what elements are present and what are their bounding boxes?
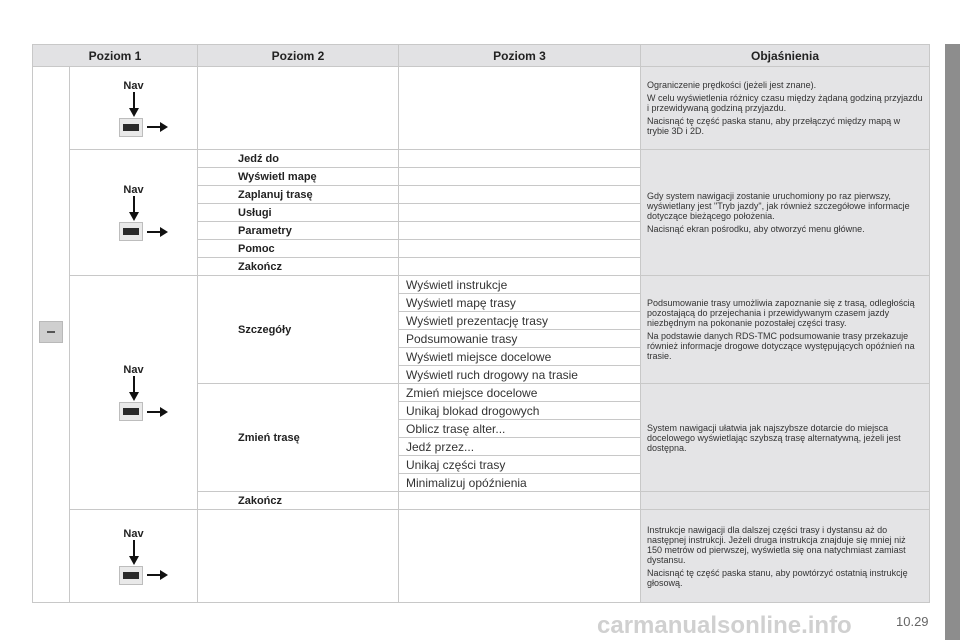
submenu-item: Zmień miejsce docelowe <box>399 384 641 402</box>
nav-label: Nav <box>123 79 144 92</box>
explanation-text: System nawigacji ułatwia jak najszybsze dotarcie do miejsca docelowego wyświetlając szybszą trasę alternatywną, jeżeli jest dostępna. <box>647 422 901 453</box>
empty-level-3-cell <box>399 150 641 168</box>
submenu-item: Wyświetl ruch drogowy na trasie <box>399 366 641 384</box>
submenu-item: Unikaj części trasy <box>399 456 641 474</box>
nav-label: Nav <box>123 184 144 196</box>
explanation-text: Ograniczenie prędkości (jeżeli jest znane). <box>647 80 817 90</box>
explanation-text: Nacisnąć ekran pośrodku, aby otworzyć menu główne. <box>647 224 865 234</box>
explanation-cell-2 <box>641 150 930 276</box>
explanation-cell-4 <box>641 384 930 492</box>
header-level-1: Poziom 1 <box>33 45 198 67</box>
submenu-item: Podsumowanie trasy <box>399 330 641 348</box>
nav-screen-button-icon <box>119 566 143 585</box>
menu-item-exit: Zakończ <box>198 492 399 510</box>
empty-level-3-cell <box>399 240 641 258</box>
explanation-text: Podsumowanie trasy umożliwia zapoznanie się z trasą, odległością pozostającą do przejechania i przewidywanym czasem jazdy niezbędnym na pokonanie pozostałej części trasy. <box>647 298 915 328</box>
nav-screen-button-icon <box>119 118 143 137</box>
nav-cell-4 <box>70 510 198 603</box>
empty-level-2-cell <box>198 510 399 603</box>
menu-item-drive-to: Jedź do <box>198 150 399 168</box>
menu-item-exit: Zakończ <box>198 258 399 276</box>
navigation-mode-button-icon <box>39 321 63 343</box>
right-arrow-icon <box>147 227 169 237</box>
empty-level-2-cell <box>198 67 399 150</box>
submenu-item: Wyświetl prezentację trasy <box>399 312 641 330</box>
nav-cell-3 <box>70 276 198 510</box>
watermark: carmanualsonline.info <box>597 612 852 639</box>
page-edge-tab <box>945 44 960 640</box>
nav-screen-button-icon <box>119 222 143 241</box>
empty-level-3-cell <box>399 510 641 603</box>
menu-item-show-map: Wyświetl mapę <box>198 168 399 186</box>
submenu-details: Szczegóły <box>198 276 399 384</box>
menu-item-plan-route: Zaplanuj trasę <box>198 186 399 204</box>
table-header-row <box>33 45 930 67</box>
submenu-change-route: Zmień trasę <box>198 384 399 492</box>
right-arrow-icon <box>147 122 169 132</box>
empty-level-3-cell <box>399 67 641 150</box>
menu-item-help: Pomoc <box>198 240 399 258</box>
submenu-item: Jedź przez... <box>399 438 641 456</box>
header-level-3: Poziom 3 <box>399 45 641 67</box>
nav-label: Nav <box>123 364 144 376</box>
submenu-item: Wyświetl instrukcje <box>399 276 641 294</box>
explanation-cell-3 <box>641 276 930 384</box>
submenu-item: Unikaj blokad drogowych <box>399 402 641 420</box>
down-arrow-icon <box>129 540 139 566</box>
page-number: 10.29 <box>896 614 929 629</box>
submenu-item: Oblicz trasę alter... <box>399 420 641 438</box>
explanation-text: Nacisnąć tę część paska stanu, aby powtórzyć ostatnią instrukcję głosową. <box>647 567 908 588</box>
explanation-text: Na podstawie danych RDS-TMC podsumowanie trasy przekazuje również informacje drogowe dotyczące występujących opóźnień na trasie. <box>647 331 915 361</box>
explanation-cell-5 <box>641 510 930 603</box>
table-row <box>33 150 930 168</box>
nav-label: Nav <box>123 527 144 540</box>
submenu-item: Minimalizuj opóźnienia <box>399 474 641 492</box>
right-arrow-icon <box>147 570 169 580</box>
level-1-mode-cell <box>33 67 70 603</box>
table-row <box>33 510 930 603</box>
header-explanations: Objaśnienia <box>641 45 930 67</box>
explanation-text: Instrukcje nawigacji dla dalszej części trasy i dystansu aż do następnej instrukcji. Jeżeli druga instrukcja znajduje się mniej niż 150 metrów od pierwszej, wyświetla się ona natychmiast zamiast dystansu. <box>647 524 906 565</box>
table-row <box>33 276 930 294</box>
right-arrow-icon <box>147 407 169 417</box>
down-arrow-icon <box>129 196 139 222</box>
down-arrow-icon <box>129 376 139 402</box>
down-arrow-icon <box>129 92 139 118</box>
nav-cell-1 <box>70 67 198 150</box>
explanation-cell-1 <box>641 67 930 150</box>
empty-level-3-cell <box>399 258 641 276</box>
table-row <box>33 67 930 150</box>
submenu-item: Wyświetl mapę trasy <box>399 294 641 312</box>
empty-level-3-cell <box>399 186 641 204</box>
explanation-text: W celu wyświetlenia różnicy czasu między żądaną godziną przyjazdu i przewidywaną godziną przyjazdu. <box>647 93 923 113</box>
navigation-menu-table <box>32 44 930 603</box>
empty-level-3-cell <box>399 168 641 186</box>
nav-cell-2 <box>70 150 198 276</box>
empty-level-3-cell <box>399 204 641 222</box>
empty-level-3-cell <box>399 492 641 510</box>
empty-level-3-cell <box>399 222 641 240</box>
header-level-2: Poziom 2 <box>198 45 399 67</box>
submenu-item: Wyświetl miejsce docelowe <box>399 348 641 366</box>
menu-item-parameters: Parametry <box>198 222 399 240</box>
menu-item-services: Usługi <box>198 204 399 222</box>
nav-screen-button-icon <box>119 402 143 421</box>
explanation-text: Gdy system nawigacji zostanie uruchomiony po raz pierwszy, wyświetlany jest "Tryb jazdy", jak również szczegółowe informacje dotyczące bieżącego położenia. <box>647 191 910 221</box>
explanation-text: Nacisnąć tę część paska stanu, aby przełączyć między mapą w trybie 3D i 2D. <box>647 116 901 136</box>
explanation-cell-empty <box>641 492 930 510</box>
